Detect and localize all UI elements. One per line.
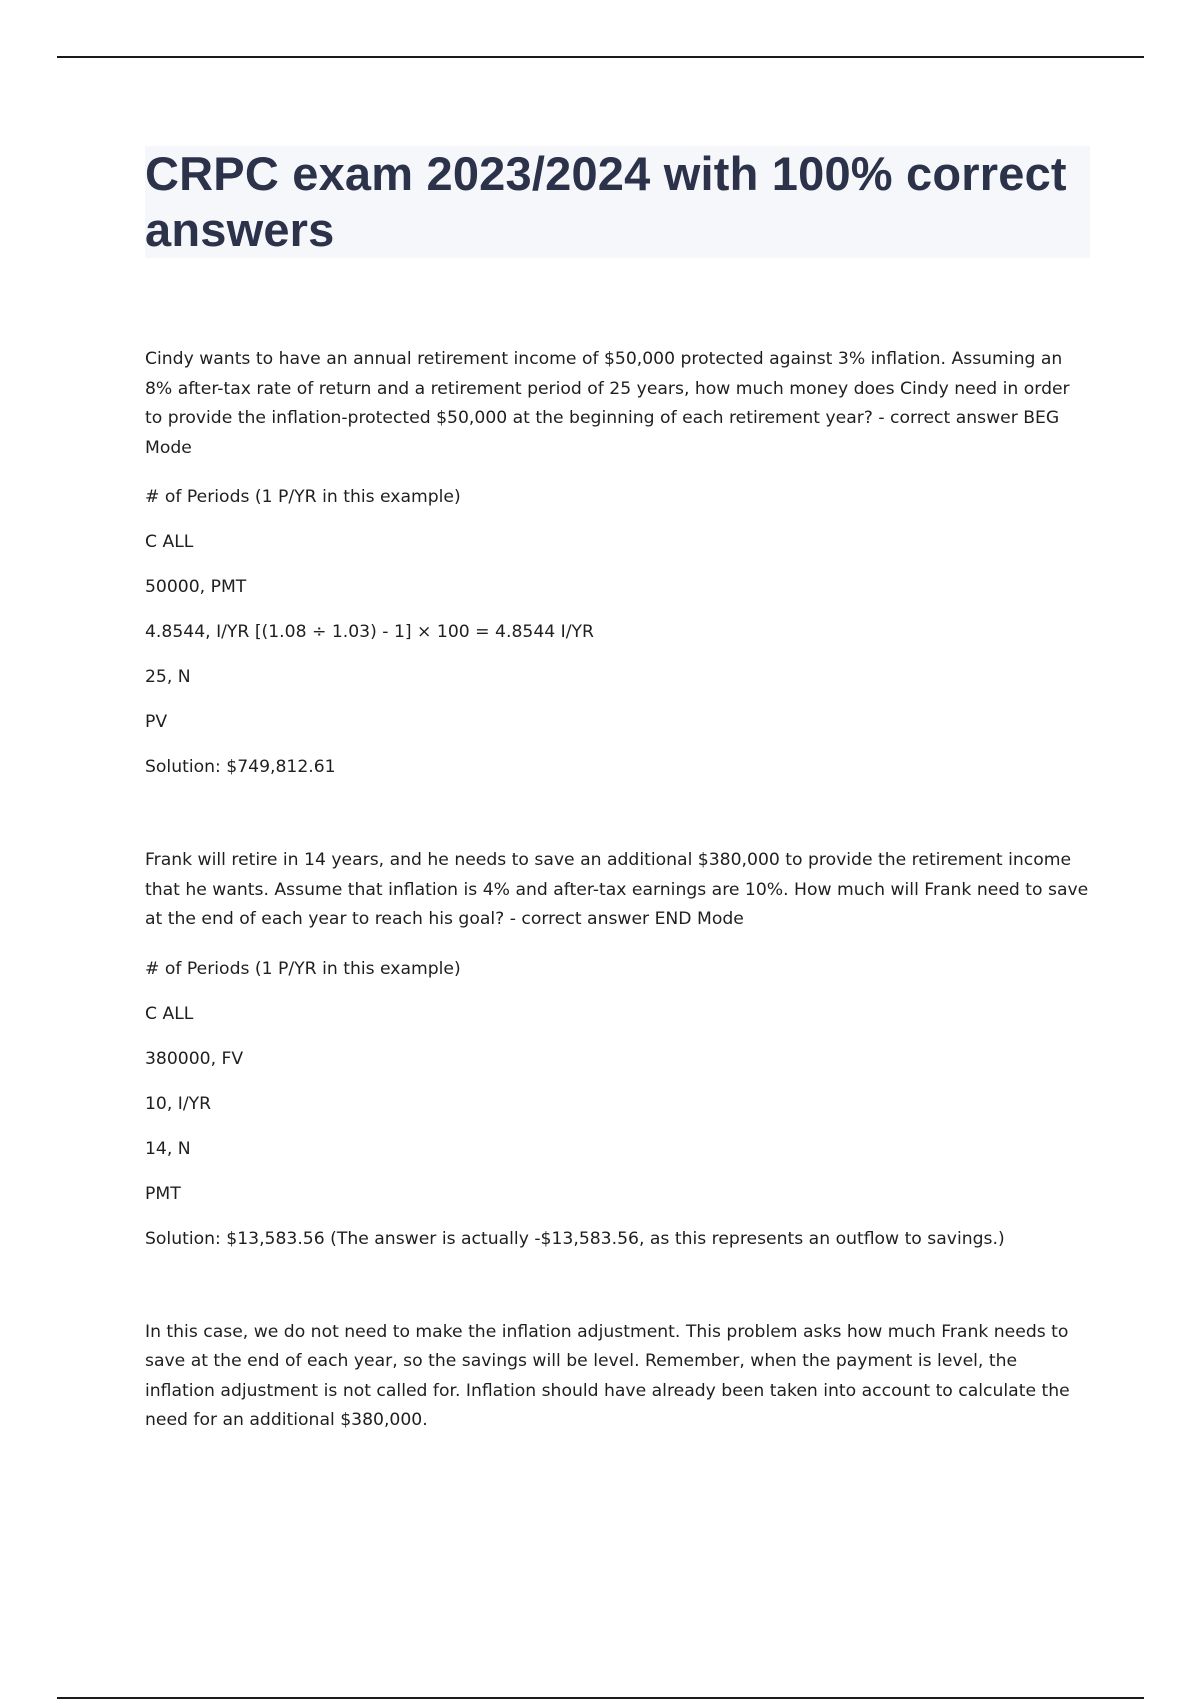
- question-2-step-6: PMT: [145, 1183, 181, 1204]
- question-2-solution: Solution: $13,583.56 (The answer is actually -$13,583.56, as this represents an outflow to savings.): [145, 1228, 1005, 1249]
- question-1-step-3: 50000, PMT: [145, 577, 247, 597]
- page-title: CRPC exam 2023/2024 with 100% correct answers: [145, 147, 1067, 256]
- question-2-step-2: C ALL: [145, 1003, 194, 1024]
- question-2-step-1: # of Periods (1 P/YR in this example): [145, 958, 461, 979]
- question-2-note: In this case, we do not need to make the inflation adjustment. This problem asks how much Frank needs to save at the end of each year, so the savings will be level. Remember, when the payment is level, the inflation adjustment is not called for. Inflation should have already been taken into account to calculate the need for an additional $380,000.: [145, 1321, 1070, 1430]
- title-banner: [145, 146, 1090, 258]
- document-body: [145, 345, 1090, 1436]
- question-1-solution: Solution: $749,812.61: [145, 757, 336, 777]
- bottom-rule: [57, 1697, 1144, 1699]
- question-1-step-4: 4.8544, I/YR [(1.08 ÷ 1.03) - 1] × 100 = 4.8544 I/YR: [145, 622, 594, 642]
- top-rule: [57, 56, 1144, 58]
- question-1-step-5: 25, N: [145, 667, 191, 687]
- question-2-step-3: 380000, FV: [145, 1048, 244, 1069]
- question-1-step-6: PV: [145, 712, 168, 732]
- question-2-step-5: 14, N: [145, 1138, 191, 1159]
- question-1-text: Cindy wants to have an annual retirement income of $50,000 protected against 3% inflation. Assuming an 8% after-tax rate of return and a retirement period of 25 years, how much money does Cindy need in order to provide the inflation-protected $50,000 at the beginning of each retirement year? - correct answer BEG Mode: [145, 349, 1070, 458]
- question-2-text: Frank will retire in 14 years, and he needs to save an additional $380,000 to provide the retirement income that he wants. Assume that inflation is 4% and after-tax earnings are 10%. How much will Frank need to save at the end of each year to reach his goal? - correct answer END Mode: [145, 850, 1089, 929]
- question-1-step-2: C ALL: [145, 532, 194, 552]
- question-1-step-1: # of Periods (1 P/YR in this example): [145, 487, 461, 507]
- question-2-step-4: 10, I/YR: [145, 1093, 212, 1114]
